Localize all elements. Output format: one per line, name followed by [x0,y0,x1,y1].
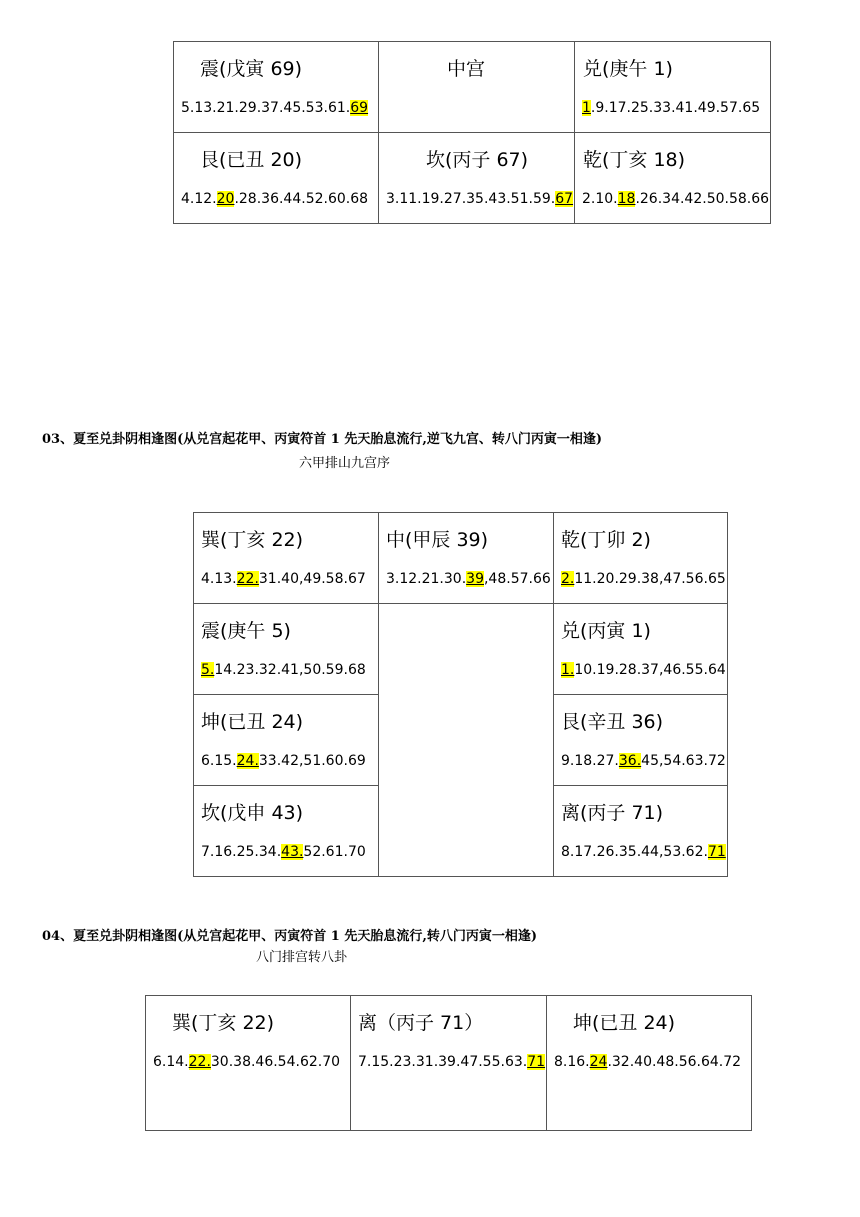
cell-numbers: 8.16.24.32.40.48.56.64.72 [554,1054,742,1070]
cell-numbers: 4.13.22.31.40,49.58.67 [201,571,366,587]
cell-title: 坎(丙子 67) [426,149,529,171]
highlight-number: 36. [618,753,642,769]
cell-gen [173,132,379,224]
cell-title: 坤(已丑 24) [201,711,304,733]
cell-title: 巽(丁亥 22) [172,1012,275,1034]
cell-numbers: 1.10.19.28.37,46.55.64 [561,662,726,678]
highlight-number: 71 [707,844,726,860]
cell-title: 坎(戊申 43) [201,802,304,824]
highlight-number: 20 [216,191,235,207]
cell-numbers: 7.16.25.34.43.52.61.70 [201,844,366,860]
cell-numbers: 5.13.21.29.37.45.53.61.69 [181,100,369,116]
cell-kun [546,995,752,1131]
cell-dui [553,603,728,695]
cell-title: 乾(丁卯 2) [561,529,651,551]
cell-title: 巽(丁亥 22) [201,529,304,551]
highlight-number: 2. [561,571,575,587]
highlight-number: 22. [188,1054,211,1070]
highlight-number: 69 [350,100,369,116]
cell-title: 离(丙子 71) [561,802,664,824]
highlight-number: 67 [555,191,574,207]
highlight-number: 43. [281,844,304,860]
highlight-number: 1 [582,100,591,116]
cell-numbers: 3.11.19.27.35.43.51.59.67 [386,191,574,207]
cell-qian [553,512,728,604]
section-4-heading: 04、夏至兑卦阴相逢图(从兑宫起花甲、丙寅符首 1 先天胎息流行,转八门丙寅一相逢) [42,929,538,944]
cell-empty-center [378,603,554,877]
highlight-number: 24. [236,753,259,769]
cell-li [350,995,547,1131]
cell-dui [574,41,771,133]
highlight-number: 1. [561,662,575,678]
highlight-number: 39 [466,571,484,587]
cell-title: 离（丙子 71） [358,1012,484,1034]
section-3-subtitle: 六甲排山九宫序 [299,456,391,471]
highlight-number: 5. [201,662,215,678]
cell-xun [145,995,351,1131]
cell-zhen [193,603,379,695]
cell-numbers: 2.10.18.26.34.42.50.58.66 [582,191,770,207]
cell-title: 乾(丁亥 18) [583,149,686,171]
cell-gen [553,694,728,786]
cell-title: 兑(丙寅 1) [561,620,651,642]
cell-kan [193,785,379,877]
cell-numbers: 1.9.17.25.33.41.49.57.65 [582,100,761,116]
cell-numbers: 4.12.20.28.36.44.52.60.68 [181,191,369,207]
highlight-number: 71 [527,1054,546,1070]
cell-title: 中宫 [447,58,486,80]
cell-numbers: 6.15.24.33.42,51.60.69 [201,753,366,769]
cell-title: 艮(辛丑 36) [561,711,664,733]
cell-title: 震(戊寅 69) [200,58,303,80]
cell-numbers: 9.18.27.36.45,54.63.72 [561,753,726,769]
cell-numbers: 3.12.21.30.39,48.57.66 [386,571,551,587]
cell-numbers: 6.14.22.30.38.46.54.62.70 [153,1054,341,1070]
cell-kan [378,132,575,224]
cell-title: 震(庚午 5) [201,620,291,642]
highlight-number: 24 [589,1054,608,1070]
cell-numbers: 2.11.20.29.38,47.56.65 [561,571,726,587]
section-3-heading: 03、夏至兑卦阴相逢图(从兑宫起花甲、丙寅符首 1 先天胎息流行,逆飞九宫、转八门丙寅一相逢) [42,432,603,447]
cell-numbers: 5.14.23.32.41,50.59.68 [201,662,366,678]
highlight-number: 22. [236,571,259,587]
cell-title: 中(甲辰 39) [386,529,489,551]
cell-center [378,41,575,133]
highlight-number: 18 [617,191,636,207]
cell-kun [193,694,379,786]
cell-qian [574,132,771,224]
cell-center [378,512,554,604]
cell-numbers: 7.15.23.31.39.47.55.63.71 [358,1054,546,1070]
cell-title: 兑(庚午 1) [583,58,673,80]
cell-zhen [173,41,379,133]
cell-title: 艮(已丑 20) [200,149,303,171]
section-4-subtitle: 八门排宫转八卦 [256,950,348,965]
cell-numbers: 8.17.26.35.44,53.62.71 [561,844,726,860]
cell-li [553,785,728,877]
cell-xun [193,512,379,604]
cell-title: 坤(已丑 24) [573,1012,676,1034]
